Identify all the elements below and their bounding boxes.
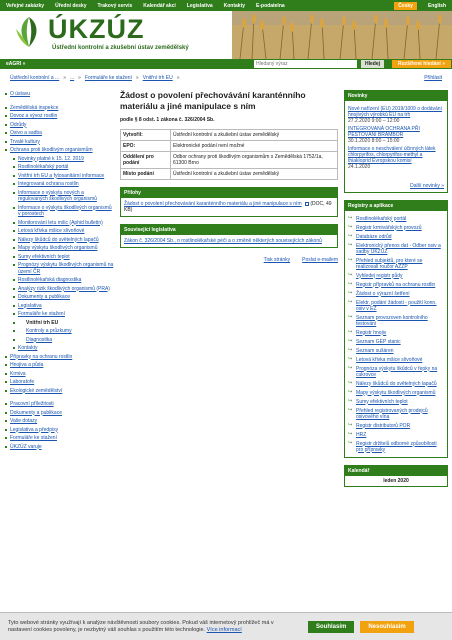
sidebar-item[interactable]: Laboratoře <box>4 378 114 387</box>
language-option[interactable]: English <box>427 2 446 9</box>
page-actions <box>120 257 338 263</box>
registry-link[interactable]: ↪ Mapy výskytu škodlivých organismů <box>348 388 444 397</box>
legislation-link[interactable]: Zákon č. 326/2004 Sb., o rostlinolékařské péči a o změně některých souvisejících zákonů <box>124 238 322 244</box>
eagri-link[interactable]: eAGRI » <box>6 61 26 67</box>
main-content <box>120 90 338 610</box>
advanced-search-button[interactable]: Rozšířené hledání » <box>392 60 451 68</box>
breadcrumb-item[interactable]: ... <box>69 75 75 81</box>
sidebar-item[interactable]: Mapy výskytu škodlivých organismů <box>4 244 114 253</box>
sidebar-item[interactable]: Nálezy škůdců do světelných lapačů <box>4 236 114 245</box>
sidebar-item[interactable]: Informace o výskytu škodlivých organismů v porostech <box>4 204 114 219</box>
sidebar-item[interactable]: Pracovní příležitosti <box>4 400 114 409</box>
news-link[interactable]: Informace o neschválení účinných látek chlorpyrifos, chlorpyrifos-methyl a thiakloprid Evropskou komisí <box>348 146 436 164</box>
registry-link[interactable]: ↪ Registr distributorů POR <box>348 421 444 430</box>
cookie-reject-button[interactable]: Nesouhlasím <box>360 621 413 633</box>
info-value: Ústřední kontrolní a zkušební ústav zemědělský <box>171 130 338 141</box>
registry-link[interactable]: ↪ Žádost o výrazní šetření <box>348 289 444 298</box>
attachments-box <box>120 187 338 217</box>
legislation-heading: Související legislativa <box>121 225 337 235</box>
right-sidebar <box>344 90 448 615</box>
sidebar-item[interactable]: Informace o výskytu nových a regulovaných škodlivých organismů <box>4 189 114 204</box>
sidebar-item[interactable]: Trvalé kultury <box>4 138 114 147</box>
language-option[interactable]: Česky <box>394 2 417 10</box>
sidebar-item[interactable]: Legislativa a předpisy <box>4 426 114 435</box>
info-row <box>121 169 338 180</box>
attachments-heading: Přílohy <box>121 188 337 198</box>
breadcrumb-separator: » <box>63 75 66 81</box>
breadcrumb-separator: » <box>135 75 139 81</box>
breadcrumb-items <box>10 75 183 83</box>
sidebar-item[interactable]: Přípravky na ochranu rostlin <box>4 353 114 362</box>
news-date: 27.2.2020 9:00 – 12:00 <box>348 118 400 124</box>
ukzuz-logo-icon[interactable] <box>14 15 44 49</box>
registry-link[interactable]: ↪ Registr krmivářských provozů <box>348 223 444 232</box>
attachment-link[interactable]: Žádost o povolení přechovávání karanténního materiálu a jiné manipulace s ním <box>124 201 302 207</box>
search-input[interactable] <box>254 60 357 68</box>
registry-link[interactable]: ↪ Přehled registrovaných prodejců osivového vína <box>348 406 444 421</box>
sidebar-item[interactable]: Letová křivka mšice slívoňové <box>4 227 114 236</box>
top-links <box>6 3 285 9</box>
legislation-box <box>120 224 338 248</box>
wheat-field-image <box>232 11 452 59</box>
sidebar-item[interactable]: Integrovaná ochrana rostlin <box>4 180 114 189</box>
info-label: Místo podání <box>121 169 171 180</box>
sidebar-item[interactable]: Monitorování letu mšic (Aphid bulletin) <box>4 219 114 228</box>
page-lead: podle § 8 odst. 1 zákona č. 326/2004 Sb. <box>120 117 215 123</box>
top-link[interactable]: Legislativa <box>186 2 213 9</box>
sidebar-item[interactable]: Dovoz a vývoz rostlin <box>4 112 114 121</box>
sidebar-item[interactable]: Analýzy rizik škodlivých organismů (PRA) <box>4 285 114 294</box>
registry-link[interactable]: ↪ HRZ <box>348 430 444 439</box>
sidebar-item[interactable]: Hnojiva a půda <box>4 361 114 370</box>
sidebar-item[interactable]: Zemědělská inspekce <box>4 104 114 113</box>
cookie-text <box>8 620 288 634</box>
registry-link[interactable]: ↪ Prognóza výskytu škůdců v řepky na cukrovce <box>348 364 444 379</box>
print-page-link[interactable]: Tisk stránky <box>263 257 291 263</box>
sidebar-item[interactable]: Ekologické zemědělství <box>4 387 114 396</box>
info-table <box>120 129 338 180</box>
sidebar-item[interactable]: Dokumenty a publikace <box>4 409 114 418</box>
site-header <box>0 11 452 59</box>
document-icon <box>305 202 309 206</box>
cookie-accept-button[interactable]: Souhlasím <box>308 621 354 633</box>
breadcrumb-item[interactable]: Vnitřní trh EU <box>142 75 173 81</box>
site-title[interactable]: ÚKZÚZ <box>48 14 145 44</box>
search-button[interactable]: Hledej <box>361 60 384 68</box>
left-navigation <box>4 90 114 615</box>
registry-link[interactable]: ↪ Databáze odrůd <box>348 232 444 241</box>
registry-link[interactable]: ↪ Registr přípravků na ochranu rostlin <box>348 280 444 289</box>
sidebar-item[interactable]: Osivo a sadba <box>4 129 114 138</box>
sidebar-item[interactable]: Prognózy výskytu škodlivých organismů na území ČR <box>4 261 114 276</box>
registry-link[interactable]: ↪ Sumy efektivních teplot <box>348 397 444 406</box>
top-link[interactable]: E-podatelna <box>256 2 285 9</box>
registry-link[interactable]: ↪ Rostlinolékařský portál <box>348 214 444 223</box>
top-link[interactable]: Veřejné zakázky <box>6 2 45 9</box>
breadcrumb-separator: » <box>78 75 81 81</box>
page-title: Žádost o povolení přechovávání karanténního materiálu a jiné manipulace s ním <box>120 90 306 111</box>
calendar-heading: Kalendář <box>345 466 447 476</box>
breadcrumb-item[interactable]: Formuláře ke stažení <box>84 75 132 81</box>
sidebar-item[interactable]: Rostlinolékařský portál <box>4 163 114 172</box>
breadcrumb <box>10 75 442 83</box>
sidebar-item[interactable]: Formuláře ke stažení <box>4 310 114 319</box>
sidebar-item[interactable]: O ústavu <box>4 90 114 99</box>
cookie-message: Tyto webové stránky využívají k analýze návštěvnosti soubory cookies. Pokud váš internetový prohlížeč má v nastavení cookies povoleny, je nezbytný váš souhlas s použitím této technologie. <box>8 619 274 633</box>
info-row <box>121 130 338 141</box>
registry-link[interactable]: ↪ Registr držitelů odborné způsobilosti pro přípravky <box>348 439 444 454</box>
registry-link[interactable]: ↪ Seznam provozoven kontrolního testování <box>348 313 444 328</box>
info-label: EPO: <box>121 141 171 152</box>
top-link[interactable]: Kontakty <box>223 2 246 9</box>
calendar-panel <box>344 465 448 487</box>
registry-link[interactable]: ↪ Nálezy škůdců do světelných lapačů <box>348 379 444 388</box>
cookie-banner <box>0 612 452 640</box>
registry-link[interactable]: ↪ Elektronický přenos dat - Odber osiv a sadby ÚKZÚZ <box>348 241 444 256</box>
registry-link[interactable]: ↪ Přehled subjektů, pro které se realizovali roučor AZZP <box>348 256 444 271</box>
language-switch <box>394 2 446 10</box>
registry-link[interactable]: ↪ Letová křivka mšice slívoňové <box>348 355 444 364</box>
sidebar-item[interactable]: Vaše dotazy <box>4 417 114 426</box>
top-link[interactable]: Kalendář akcí <box>143 2 176 9</box>
breadcrumb-separator: » <box>176 75 180 81</box>
calendar-month[interactable]: leden 2020 <box>383 478 409 484</box>
sidebar-item[interactable]: Ochrana proti škodlivým organismům <box>4 146 114 155</box>
search-bar <box>0 59 452 69</box>
news-panel <box>344 90 448 193</box>
news-link[interactable]: INTEGROVANÁ OCHRANA PŘI PĚSTOVÁNÍ BRAMBOR <box>348 126 420 138</box>
registry-link[interactable]: ↪ Seznam sušáren <box>348 346 444 355</box>
registry-link[interactable]: ↪ Elektr. podání žádosti - použití konn. osiv v EZ <box>348 298 444 313</box>
info-value: Ústřední kontrolní a zkušební ústav zemědělský <box>171 169 338 180</box>
registry-heading: Registry a aplikace <box>345 201 447 211</box>
site-subtitle: Ústřední kontrolní a zkušební ústav zemědělský <box>52 45 189 51</box>
sidebar-item[interactable]: Odrůdy <box>4 121 114 130</box>
sidebar-item[interactable]: Formuláře ke stažení <box>4 434 114 443</box>
breadcrumb-item[interactable]: Ústřední kontrolní a ... <box>10 75 60 81</box>
info-value: Elektronické podání není možné <box>171 141 338 152</box>
top-link[interactable]: Trakový servis <box>97 2 133 9</box>
info-label: Vytvořil: <box>121 130 171 141</box>
sidebar-item[interactable]: Vnitřní trh EU <box>4 319 114 328</box>
info-row <box>121 152 338 169</box>
sidebar-item[interactable]: Dokumenty a publikace <box>4 293 114 302</box>
news-link[interactable]: Nové nařízení (EU) 2019/1009 o dodávání hnojivých výrobků EU na trh <box>348 106 442 118</box>
sidebar-item[interactable]: Legislativa <box>4 302 114 311</box>
sidebar-item[interactable]: Krmiva <box>4 370 114 379</box>
sidebar-item[interactable]: Kontakty <box>4 344 114 353</box>
sidebar-item[interactable]: Kontroly a průzkumy <box>4 327 114 336</box>
info-value: Odbor ochrany proti škodlivým organismům x Zemědělská 1752/1a, 61300 Brno <box>171 152 338 169</box>
cookie-more-link[interactable]: Více informací <box>206 626 242 633</box>
news-heading: Novinky <box>345 91 447 101</box>
sidebar-item[interactable]: Rostlinolékařská diagnostika <box>4 276 114 285</box>
news-date: 24.1.2020 <box>348 164 371 170</box>
registry-link[interactable]: ↪ Seznam GEP stanic <box>348 337 444 346</box>
info-label: Oddělení pro podání <box>121 152 171 169</box>
sidebar-item[interactable]: Diagnostika <box>4 336 114 345</box>
sidebar-item[interactable]: Vnitřní trh EU a fytosanitární informace <box>4 172 114 181</box>
registry-panel <box>344 200 448 458</box>
top-link[interactable]: Úřední desky <box>55 2 87 9</box>
sidebar-item[interactable]: Novinky platné k 15. 12. 2019 <box>4 155 114 164</box>
news-date: 30.1.2020 8:00 – 15:00 <box>348 138 400 144</box>
registry-link[interactable]: ↪ Vyhledej registr půdy <box>348 271 444 280</box>
sidebar-item[interactable]: Sumy efektivních teplot <box>4 253 114 262</box>
top-navigation <box>0 0 452 11</box>
info-row <box>121 141 338 152</box>
registry-link[interactable]: ↪ Registr hnojiv <box>348 328 444 337</box>
sidebar-item[interactable]: ÚKZÚZ varuje <box>4 443 114 452</box>
send-email-link[interactable]: Poslat e-mailem <box>302 257 338 263</box>
login-link[interactable]: Přihlásit <box>424 75 442 81</box>
more-news-link[interactable]: Další novinky » <box>410 183 444 189</box>
attachment-meta: (DOC, 49 KB) <box>124 201 332 213</box>
